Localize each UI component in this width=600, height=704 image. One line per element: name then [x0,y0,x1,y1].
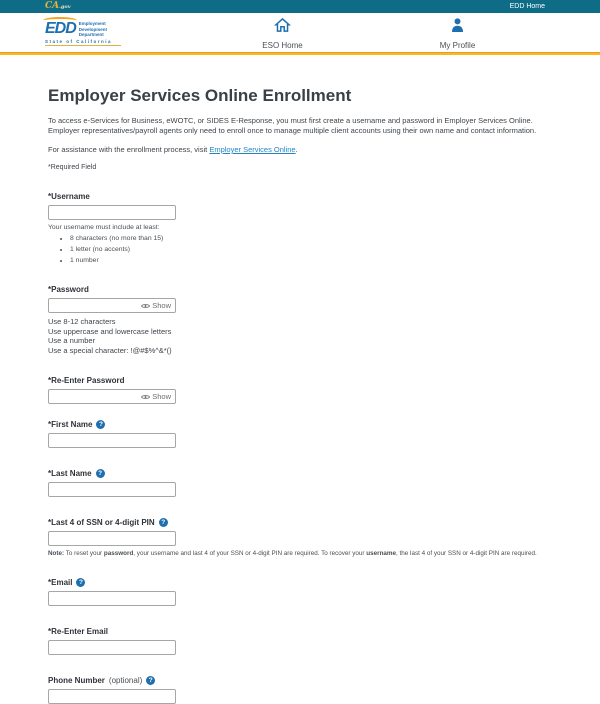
password-group [48,285,552,355]
ca-gov-logo[interactable] [45,0,71,14]
eye-icon [141,303,150,309]
password-rule-2: Use uppercase and lowercase letters [48,326,172,336]
password-label: *Password [48,285,89,294]
first-name-group [48,420,552,448]
phone-group [48,676,552,704]
edd-logo-line1: Employment [78,21,106,26]
edd-logo-line2: Development [78,26,108,32]
last-name-label: *Last Name [48,469,92,478]
username-label: *Username [48,192,90,201]
nav-my-profile-label: My Profile [439,41,476,50]
eye-icon [141,394,150,400]
email-input[interactable] [49,592,175,605]
employer-services-online-link[interactable]: Employer Services Online [209,145,296,154]
assist-suffix: . [295,145,298,154]
person-icon [415,18,500,33]
reenter-email-group [48,627,552,655]
ssn-note-bold-3: username [366,550,397,557]
edd-logo-state: State of California [45,39,121,46]
email-group [48,578,552,606]
last-name-help-icon[interactable]: ? [96,469,105,478]
phone-optional-label: (optional) [108,676,143,685]
ssn-note-text-3: , the last 4 of your SSN or 4-digit PIN are required. [396,550,537,557]
edd-logo-acronym: EDD [45,20,76,37]
ssn-pin-input-wrap [48,531,176,546]
password-rule-4: Use a special character: !@#$%^&*() [48,345,172,355]
reenter-password-show-button[interactable] [141,392,175,401]
nav-eso-home-label: ESO Home [262,41,303,50]
ssn-note-text-1: To reset your [64,550,104,557]
ssn-pin-help-icon[interactable]: ? [159,518,168,527]
reenter-password-show-label: Show [152,392,171,401]
username-input-wrap [48,205,176,220]
assist-prefix: For assistance with the enrollment process, visit [48,145,210,154]
intro-paragraph: To access e-Services for Business, eWOTC, or SIDES E-Response, you must first create a username and password in Employer Services Online. Employer representatives/payroll agents only need to enroll once to manage multiple client accounts using their own name and contact information. [48,116,537,135]
edd-logo-swoosh [43,17,77,24]
password-show-button[interactable] [141,301,175,310]
reenter-password-input[interactable] [49,390,141,403]
first-name-input[interactable] [49,434,175,447]
edd-logo[interactable] [45,17,125,46]
assist-line [48,145,552,154]
reenter-password-label: *Re-Enter Password [48,376,125,385]
ssn-pin-note [48,550,552,557]
last-name-input[interactable] [49,483,175,496]
password-input[interactable] [49,299,141,312]
reenter-email-input-wrap [48,640,176,655]
last-name-group [48,469,552,497]
email-help-icon[interactable]: ? [76,578,85,587]
username-requirements [70,235,552,264]
ssn-pin-input[interactable] [49,532,175,545]
ca-gov-logo-gov: .gov [59,3,71,10]
home-icon [240,18,325,33]
last-name-input-wrap [48,482,176,497]
reenter-email-input[interactable] [49,641,175,654]
main-content [0,55,600,704]
reenter-password-group [48,376,552,404]
password-input-wrap [48,298,176,313]
ssn-note-bold-2: password [103,550,134,557]
ssn-note-bold-1: Note: [48,550,65,557]
edd-home-link[interactable]: EDD Home [509,3,545,10]
page-title: Employer Services Online Enrollment [48,86,352,105]
phone-input-wrap [48,689,176,704]
nav-my-profile[interactable] [415,18,500,53]
username-req-1: • 8 characters (no more than 15) [70,235,552,242]
email-input-wrap [48,591,176,606]
required-field-note: *Required Field [48,164,97,171]
ca-gov-logo-ca: CA [45,0,60,11]
password-rule-1: Use 8-12 characters [48,317,116,326]
phone-label: Phone Number [48,676,105,685]
username-req-3: • 1 number [70,257,552,264]
first-name-input-wrap [48,433,176,448]
username-group [48,192,552,264]
ssn-pin-label: *Last 4 of SSN or 4-digit PIN [48,518,155,527]
username-hint: Your username must include at least: [48,224,160,231]
first-name-label: *First Name [48,420,93,429]
first-name-help-icon[interactable]: ? [96,420,105,429]
phone-help-icon[interactable]: ? [146,676,155,685]
password-rule-3: Use a number [48,336,96,345]
nav-eso-home[interactable] [240,18,325,53]
edd-logo-line3: Department [78,32,104,37]
username-req-2: • 1 letter (no accents) [70,246,552,253]
ssn-note-text-2: , your username and last 4 of your SSN or 4-digit PIN are required. To recover your [133,550,367,557]
reenter-password-input-wrap [48,389,176,404]
ssn-pin-group [48,518,552,557]
password-show-label: Show [152,301,171,310]
phone-input[interactable] [49,690,175,703]
reenter-email-label: *Re-Enter Email [48,627,109,636]
site-header [0,13,600,52]
utility-bar [0,0,600,13]
username-input[interactable] [49,206,175,219]
password-rules [48,317,552,355]
edd-logo-text [79,17,107,38]
email-label: *Email [48,578,73,587]
